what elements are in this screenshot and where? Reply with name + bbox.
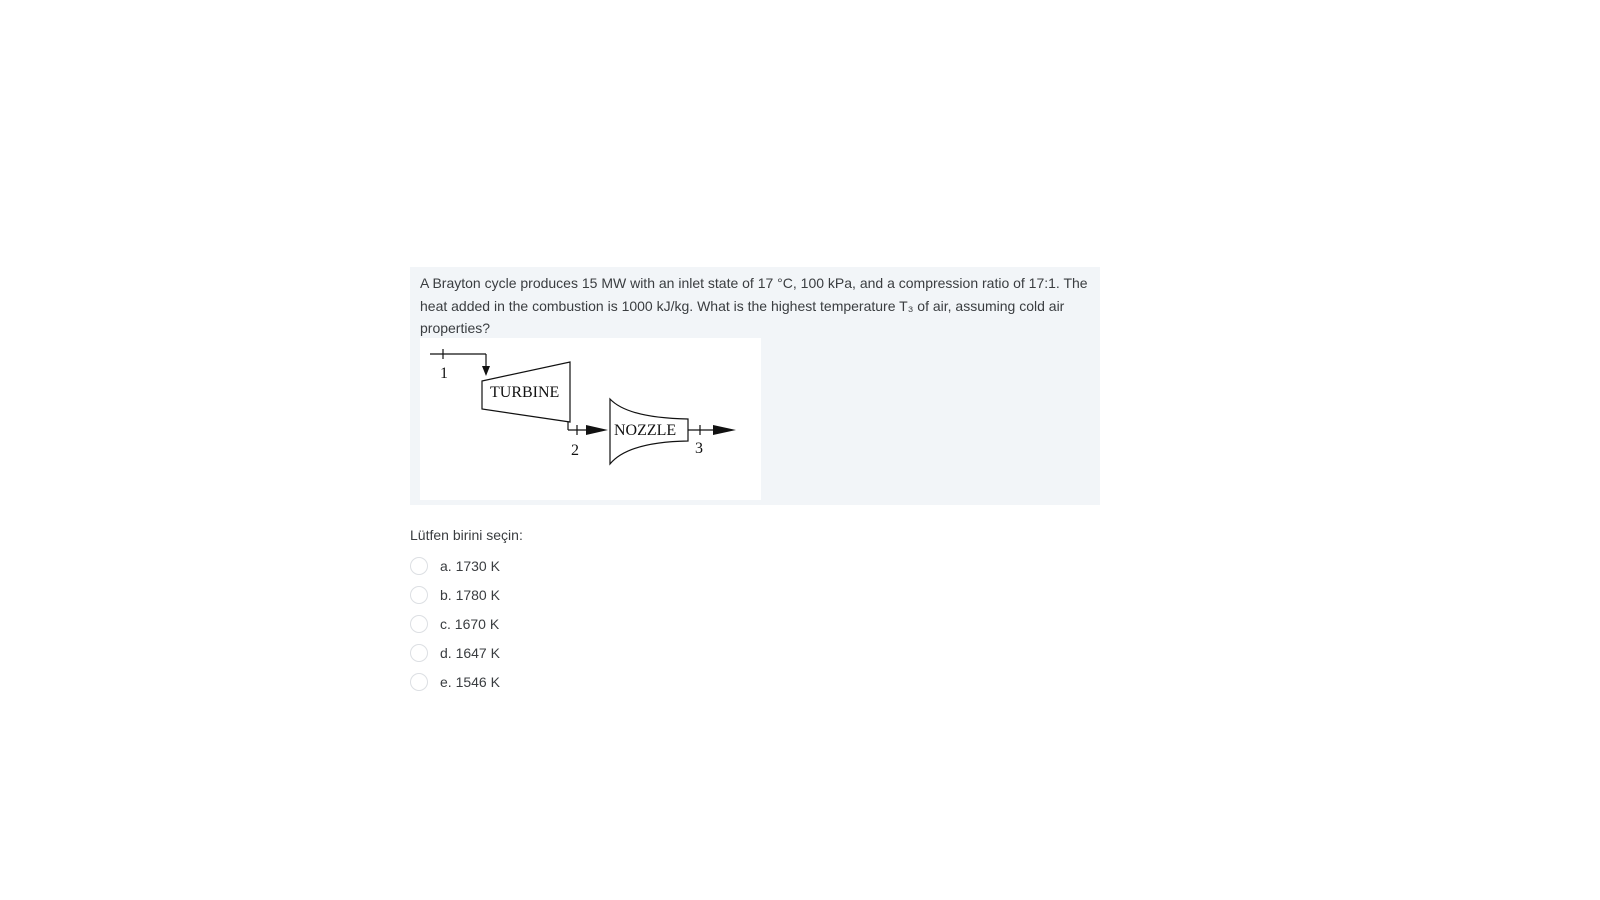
- radio-button[interactable]: [410, 615, 428, 633]
- answer-label[interactable]: a. 1730 K: [440, 558, 500, 574]
- answer-option-d[interactable]: [410, 641, 610, 670]
- radio-button[interactable]: [410, 644, 428, 662]
- state-2-label: 2: [571, 442, 579, 459]
- answer-label[interactable]: b. 1780 K: [440, 587, 500, 603]
- answer-option-e[interactable]: [410, 670, 610, 699]
- radio-button[interactable]: [410, 673, 428, 691]
- question-text: A Brayton cycle produces 15 MW with an inlet state of 17 °C, 100 kPa, and a compression ratio of 17:1. The heat added in the combustion is 1000 kJ/kg. What is the highest temperature T₃ of air, assuming cold air properties?: [420, 275, 1088, 336]
- radio-button[interactable]: [410, 557, 428, 575]
- answer-option-c[interactable]: [410, 612, 610, 641]
- answers-prompt: Lütfen birini seçin:: [410, 527, 523, 543]
- state-3-label: 3: [695, 440, 703, 457]
- answer-label[interactable]: c. 1670 K: [440, 616, 500, 632]
- answer-label[interactable]: d. 1647 K: [440, 645, 500, 661]
- nozzle-inlet-arrow-icon: [586, 425, 608, 435]
- radio-button[interactable]: [410, 586, 428, 604]
- answer-label[interactable]: e. 1546 K: [440, 674, 500, 690]
- turbine-nozzle-diagram: [420, 338, 761, 500]
- inlet-line: [430, 349, 486, 370]
- nozzle-exit-arrow-icon: [713, 425, 736, 435]
- answer-list: [410, 554, 610, 699]
- state-1-label: 1: [440, 365, 448, 382]
- turbine-label: TURBINE: [490, 384, 560, 401]
- question-box: [410, 267, 1100, 505]
- nozzle-label: NOZZLE: [614, 422, 677, 439]
- answer-option-a[interactable]: [410, 554, 610, 583]
- inlet-arrow-icon: [482, 366, 490, 376]
- answer-option-b[interactable]: [410, 583, 610, 612]
